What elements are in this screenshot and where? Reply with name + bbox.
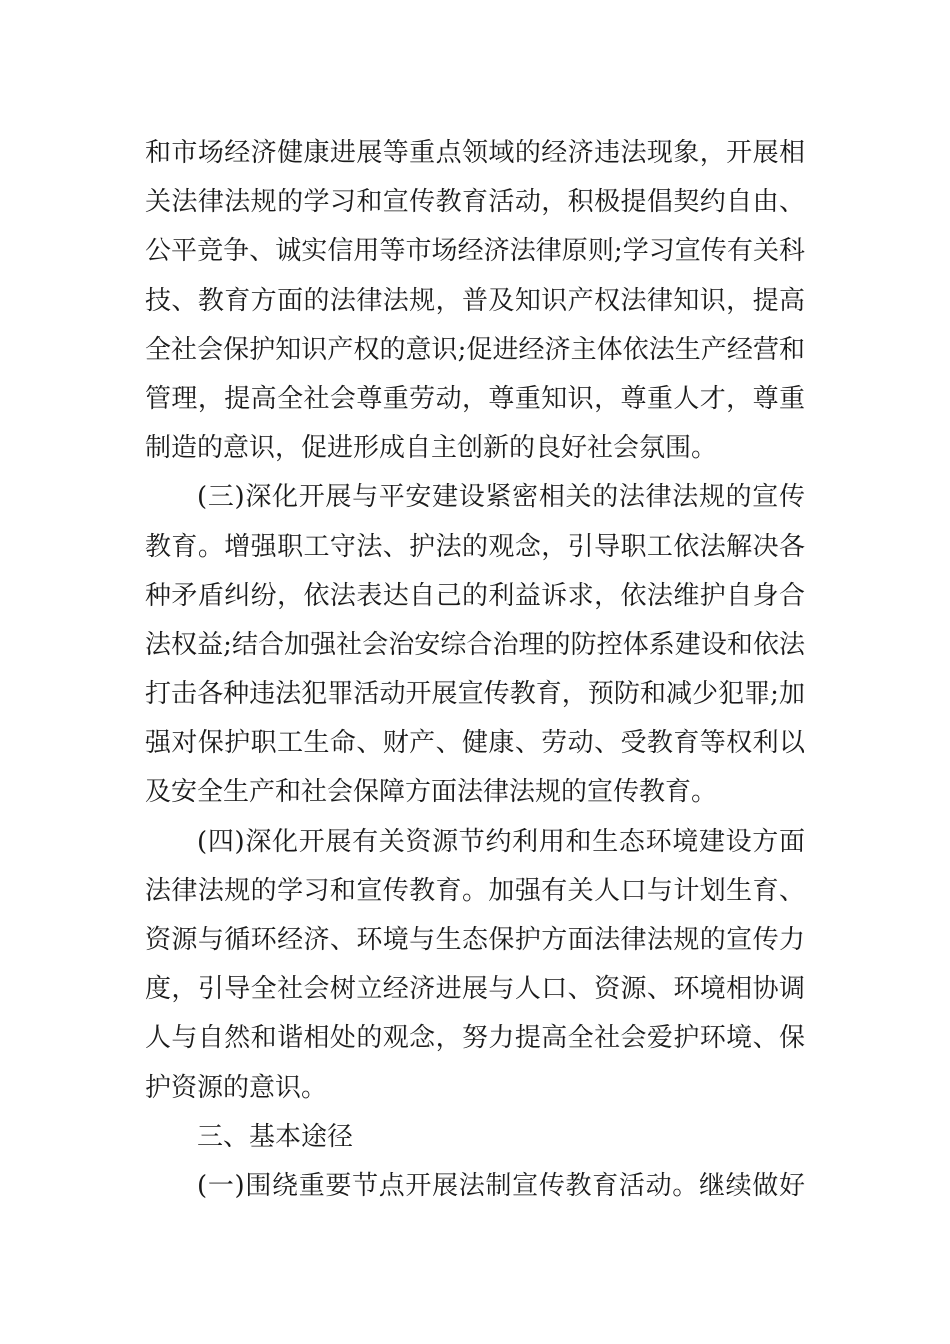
- document-body: [145, 129, 805, 1211]
- text-line: 度，引导全社会树立经济进展与人口、资源、环境相协调: [145, 974, 805, 1005]
- text-line: 强对保护职工生命、财产、健康、劳动、受教育等权利以: [145, 728, 805, 759]
- text-line: 及安全生产和社会保障方面法律法规的宣传教育。: [145, 777, 718, 808]
- text-line: 全社会保护知识产权的意识;促进经济主体依法生产经营和: [145, 334, 805, 365]
- text-line: 教育。增强职工守法、护法的观念，引导职工依法解决各: [145, 531, 805, 562]
- paragraph-start-line: (一)围绕重要节点开展法制宣传教育活动。继续做好: [197, 1170, 805, 1201]
- paragraph-start-line: (四)深化开展有关资源节约利用和生态环境建设方面: [197, 826, 805, 857]
- text-line: 技、教育方面的法律法规，普及知识产权法律知识，提高: [145, 285, 805, 316]
- section-heading: 三、基本途径: [197, 1121, 354, 1152]
- text-line: 护资源的意识。: [145, 1072, 328, 1103]
- text-line: 制造的意识，促进形成自主创新的良好社会氛围。: [145, 433, 718, 464]
- text-line: 人与自然和谐相处的观念，努力提高全社会爱护环境、保: [145, 1023, 805, 1054]
- text-line: 管理，提高全社会尊重劳动，尊重知识，尊重人才，尊重: [145, 383, 805, 414]
- text-line: 打击各种违法犯罪活动开展宣传教育，预防和减少犯罪;加: [145, 679, 805, 710]
- paragraph-start-line: (三)深化开展与平安建设紧密相关的法律法规的宣传: [197, 482, 805, 513]
- text-line: 法权益;结合加强社会治安综合治理的防控体系建设和依法: [145, 629, 805, 660]
- text-line: 种矛盾纠纷，依法表达自己的利益诉求，依法维护自身合: [145, 580, 805, 611]
- text-line: 和市场经济健康进展等重点领域的经济违法现象，开展相: [145, 138, 805, 168]
- text-line: 资源与循环经济、环境与生态保护方面法律法规的宣传力: [145, 925, 805, 955]
- text-line: 关法律法规的学习和宣传教育活动，积极提倡契约自由、: [145, 187, 805, 218]
- text-line: 公平竞争、诚实信用等市场经济法律原则;学习宣传有关科: [145, 236, 805, 267]
- text-line: 法律法规的学习和宣传教育。加强有关人口与计划生育、: [145, 875, 805, 906]
